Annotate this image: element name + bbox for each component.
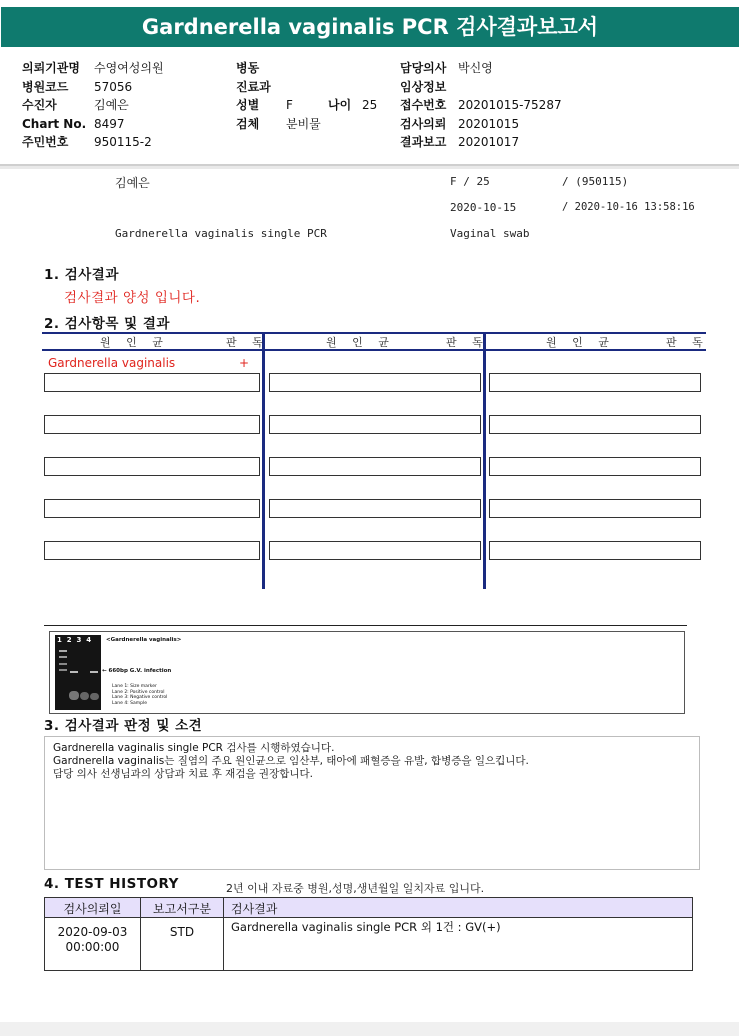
empty-result-box <box>489 499 701 518</box>
label-institution: 의뢰기관명 <box>22 61 80 75</box>
gel-caption: <Gardnerella vaginalis> <box>106 637 182 643</box>
section2-title: 2. 검사항목 및 결과 <box>44 316 170 332</box>
empty-result-box <box>44 373 260 392</box>
gel-band <box>70 671 78 673</box>
header-col1 <box>22 57 164 150</box>
opinion-line: Gardnerella vaginalis는 질염의 주요 원인균으로 임산부, 태아에 패혈증을 유발, 합병증을 일으킵니다. <box>53 755 529 767</box>
label-doctor: 담당의사 <box>400 61 447 75</box>
history-row-date: 2020-09-03 <box>57 925 128 939</box>
gel-band <box>59 669 67 671</box>
history-note: 2년 이내 자료중 병원,성명,생년월일 일치자료 입니다. <box>226 882 485 895</box>
section1-title: 1. 검사결과 <box>44 267 119 283</box>
item-gardnerella: Gardnerella vaginalis <box>48 356 176 370</box>
item-gardnerella-result: + <box>239 356 250 370</box>
header-divider-shadow <box>0 166 739 169</box>
label-age: 나이 <box>328 98 352 112</box>
empty-result-box <box>269 373 481 392</box>
label-dept: 진료과 <box>236 79 271 94</box>
label-receipt-no: 접수번호 <box>400 98 447 112</box>
gel-lane-numbers: 1 2 3 4 <box>57 636 92 644</box>
empty-result-box <box>269 541 481 560</box>
gel-panel-rule <box>44 625 687 626</box>
history-row-time: 00:00:00 <box>65 940 120 954</box>
gel-image <box>55 635 101 710</box>
value-sex: F <box>286 98 293 112</box>
patient-test: Gardnerella vaginalis single PCR <box>115 227 327 240</box>
gel-panel <box>49 631 685 714</box>
empty-result-box <box>489 373 701 392</box>
value-doctor: 박신영 <box>458 61 493 75</box>
col-pathogen-3: 원 인 균 <box>546 336 615 349</box>
col-result-2: 판 독 <box>446 336 489 349</box>
gel-band <box>90 693 99 700</box>
label-resident-no: 주민번호 <box>22 135 69 149</box>
gel-legend-item: Lane 3: Negative control <box>112 695 168 700</box>
gel-band <box>59 663 67 665</box>
gel-legend-item: Lane 1: Size marker <box>112 684 157 689</box>
col-pathogen-1: 원 인 균 <box>100 336 169 349</box>
opinion-line: Gardnerella vaginalis single PCR 검사를 시행하였습니다. <box>53 742 335 754</box>
page-bottom-bar <box>0 1022 739 1036</box>
history-row-result: Gardnerella vaginalis single PCR 외 1건 : GV(+) <box>231 920 501 934</box>
header-col2 <box>236 57 396 131</box>
value-patient: 김예은 <box>94 98 129 112</box>
history-col-result: 검사결과 <box>231 902 278 916</box>
value-chart-no: 8497 <box>94 116 125 131</box>
value-resident-no: 950115-2 <box>94 135 152 149</box>
opinion-box <box>44 736 700 870</box>
history-col-type: 보고서구분 <box>153 902 211 916</box>
empty-result-box <box>489 415 701 434</box>
history-header-rule <box>45 917 692 918</box>
header-col3 <box>400 57 562 150</box>
gel-band <box>59 656 67 658</box>
patient-specimen: Vaginal swab <box>450 227 530 240</box>
label-hospital-code: 병원코드 <box>22 79 69 94</box>
label-clinical-info: 임상정보 <box>400 79 447 94</box>
label-request-date: 검사의뢰 <box>400 116 447 131</box>
report-title: Gardnerella vaginalis PCR 검사결과보고서 <box>1 7 739 47</box>
gel-band <box>69 691 79 700</box>
result-positive-text: 검사결과 양성 입니다. <box>64 290 201 306</box>
empty-result-box <box>44 541 260 560</box>
empty-result-box <box>489 541 701 560</box>
value-report-date: 20201017 <box>458 135 520 149</box>
col-pathogen-2: 원 인 균 <box>326 336 395 349</box>
label-specimen: 검체 <box>236 116 260 131</box>
patient-report-time: / 2020-10-16 13:58:16 <box>562 201 695 213</box>
empty-result-box <box>269 499 481 518</box>
history-row-type: STD <box>169 925 195 939</box>
label-chart-no: Chart No. <box>22 116 87 131</box>
col-result-3: 판 독 <box>666 336 709 349</box>
value-age: 25 <box>362 98 378 112</box>
col-result-1: 판 독 <box>226 336 269 349</box>
gel-legend-item: Lane 2: Positive control <box>112 689 165 695</box>
gel-band <box>59 650 67 652</box>
history-table <box>44 897 693 971</box>
empty-result-box <box>269 457 481 476</box>
history-col-date: 검사의뢰일 <box>63 902 122 916</box>
empty-result-box <box>489 457 701 476</box>
value-institution: 수영여성의원 <box>94 61 164 75</box>
value-receipt-no: 20201015-75287 <box>458 98 562 112</box>
empty-result-box <box>44 457 260 476</box>
section4-title: 4. TEST HISTORY <box>44 876 179 892</box>
patient-sex-age: F / 25 <box>450 175 490 188</box>
patient-date: 2020-10-15 <box>450 201 517 214</box>
table-divider-1 <box>262 332 265 589</box>
empty-result-box <box>44 499 260 518</box>
empty-result-box <box>44 415 260 434</box>
patient-birth: / (950115) <box>562 175 629 188</box>
gel-legend-item: Lane 4: Sample <box>112 700 147 706</box>
gel-band-label: ← 660bp G.V. infection <box>102 668 172 674</box>
section3-title: 3. 검사결과 판정 및 소견 <box>44 718 203 734</box>
gel-band <box>80 692 89 700</box>
value-request-date: 20201015 <box>458 116 520 131</box>
label-report-date: 결과보고 <box>400 135 447 149</box>
label-patient: 수진자 <box>22 98 57 112</box>
label-ward: 병동 <box>236 61 260 75</box>
value-hospital-code: 57056 <box>94 79 133 94</box>
patient-name: 김예은 <box>115 176 150 190</box>
gel-legend <box>112 684 167 706</box>
label-sex: 성별 <box>236 98 260 112</box>
gel-band <box>90 671 98 673</box>
history-col-rule <box>223 898 224 970</box>
empty-result-box <box>269 415 481 434</box>
table-divider-2 <box>483 332 486 589</box>
opinion-line: 담당 의사 선생님과의 상담과 치료 후 재검을 권장합니다. <box>53 768 313 780</box>
value-specimen: 분비물 <box>286 116 321 131</box>
